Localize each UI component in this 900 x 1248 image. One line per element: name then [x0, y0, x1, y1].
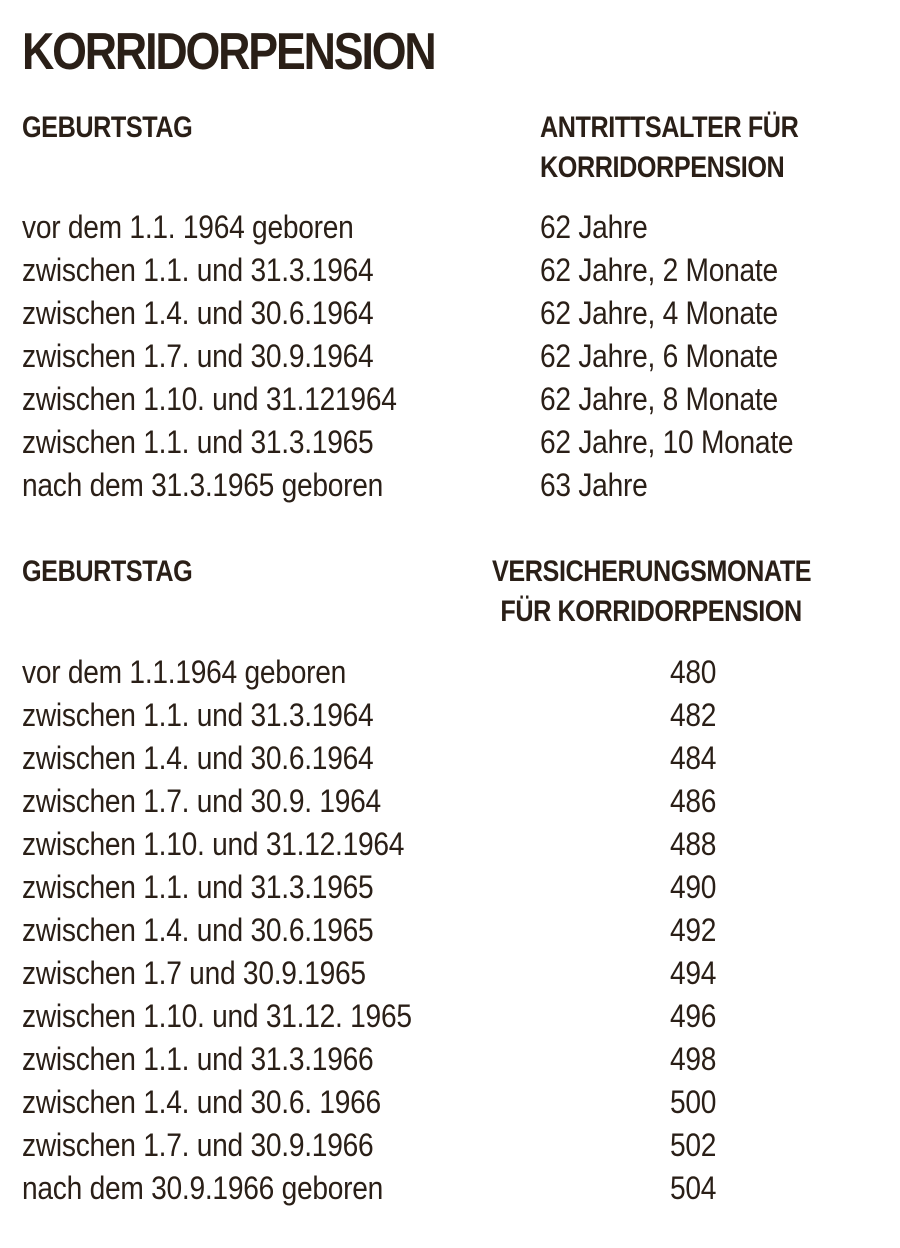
value-cell: 62 Jahre, 8 Monate: [540, 381, 778, 417]
value-cell: 490: [670, 869, 717, 905]
birth-range-cell: vor dem 1.1. 1964 geboren: [22, 209, 354, 245]
table-row: [22, 995, 882, 1038]
table2-header-months: [492, 552, 853, 632]
birth-range-cell: zwischen 1.10. und 31.121964: [22, 381, 397, 417]
table-row: [22, 464, 882, 507]
table1-rows: [22, 206, 882, 507]
table-row: [22, 694, 882, 737]
birth-range-cell: vor dem 1.1.1964 geboren: [22, 654, 347, 690]
value-cell: 62 Jahre, 10 Monate: [540, 424, 794, 460]
table-row: [22, 909, 882, 952]
value-cell: 62 Jahre: [540, 209, 648, 245]
table-row: [22, 1167, 882, 1210]
value-cell: 480: [670, 654, 717, 690]
birth-range-cell: zwischen 1.1. und 31.3.1964: [22, 252, 374, 288]
value-cell: 498: [670, 1041, 717, 1077]
table-row: [22, 292, 882, 335]
page-title: KORRIDORPENSION: [22, 23, 435, 81]
value-cell: 488: [670, 826, 717, 862]
birth-range-cell: zwischen 1.1. und 31.3.1964: [22, 697, 374, 733]
table1-header-age-line1: ANTRITTSALTER FÜR: [540, 111, 799, 144]
table-row: [22, 651, 882, 694]
birth-range-cell: zwischen 1.4. und 30.6.1964: [22, 295, 374, 331]
birth-range-cell: zwischen 1.4. und 30.6.1964: [22, 740, 374, 776]
value-cell: 494: [670, 955, 717, 991]
table2-header-birthday: [22, 552, 192, 592]
table2-rows: [22, 651, 882, 1210]
birth-range-cell: zwischen 1.7 und 30.9.1965: [22, 955, 366, 991]
table1-header-age: [540, 108, 798, 188]
value-cell: 62 Jahre, 4 Monate: [540, 295, 778, 331]
birth-range-cell: nach dem 30.9.1966 geboren: [22, 1170, 384, 1206]
table1-header-birthday: [22, 108, 192, 148]
birth-range-cell: nach dem 31.3.1965 geboren: [22, 467, 384, 503]
birth-range-cell: zwischen 1.1. und 31.3.1966: [22, 1041, 374, 1077]
value-cell: 486: [670, 783, 717, 819]
value-cell: 62 Jahre, 2 Monate: [540, 252, 778, 288]
value-cell: 504: [670, 1170, 717, 1206]
table-row: [22, 823, 882, 866]
birth-range-cell: zwischen 1.10. und 31.12. 1965: [22, 998, 412, 1034]
table1-header-age-line2: KORRIDORPENSION: [540, 151, 785, 184]
value-cell: 492: [670, 912, 717, 948]
value-cell: 496: [670, 998, 717, 1034]
table2-header-months-line2: FÜR KORRIDORPENSION: [500, 595, 802, 628]
birth-range-cell: zwischen 1.4. und 30.6. 1966: [22, 1084, 381, 1120]
value-cell: 63 Jahre: [540, 467, 648, 503]
table-row: [22, 866, 882, 909]
birth-range-cell: zwischen 1.1. und 31.3.1965: [22, 424, 374, 460]
value-cell: 484: [670, 740, 717, 776]
table-row: [22, 780, 882, 823]
value-cell: 502: [670, 1127, 717, 1163]
birth-range-cell: zwischen 1.1. und 31.3.1965: [22, 869, 374, 905]
table-row: [22, 1124, 882, 1167]
table-row: [22, 421, 882, 464]
birth-range-cell: zwischen 1.10. und 31.12.1964: [22, 826, 405, 862]
table2-header-months-line1: VERSICHERUNGSMONATE: [492, 555, 812, 588]
birth-range-cell: zwischen 1.4. und 30.6.1965: [22, 912, 374, 948]
table1-header-birthday-label: GEBURTSTAG: [22, 111, 193, 144]
table-row: [22, 378, 882, 421]
table-row: [22, 1038, 882, 1081]
table-row: [22, 737, 882, 780]
table2-header-birthday-label: GEBURTSTAG: [22, 555, 193, 588]
table-row: [22, 206, 882, 249]
birth-range-cell: zwischen 1.7. und 30.9. 1964: [22, 783, 381, 819]
table-row: [22, 335, 882, 378]
table-row: [22, 1081, 882, 1124]
value-cell: 62 Jahre, 6 Monate: [540, 338, 778, 374]
birth-range-cell: zwischen 1.7. und 30.9.1964: [22, 338, 374, 374]
value-cell: 500: [670, 1084, 717, 1120]
value-cell: 482: [670, 697, 717, 733]
birth-range-cell: zwischen 1.7. und 30.9.1966: [22, 1127, 374, 1163]
table-row: [22, 249, 882, 292]
table-row: [22, 952, 882, 995]
